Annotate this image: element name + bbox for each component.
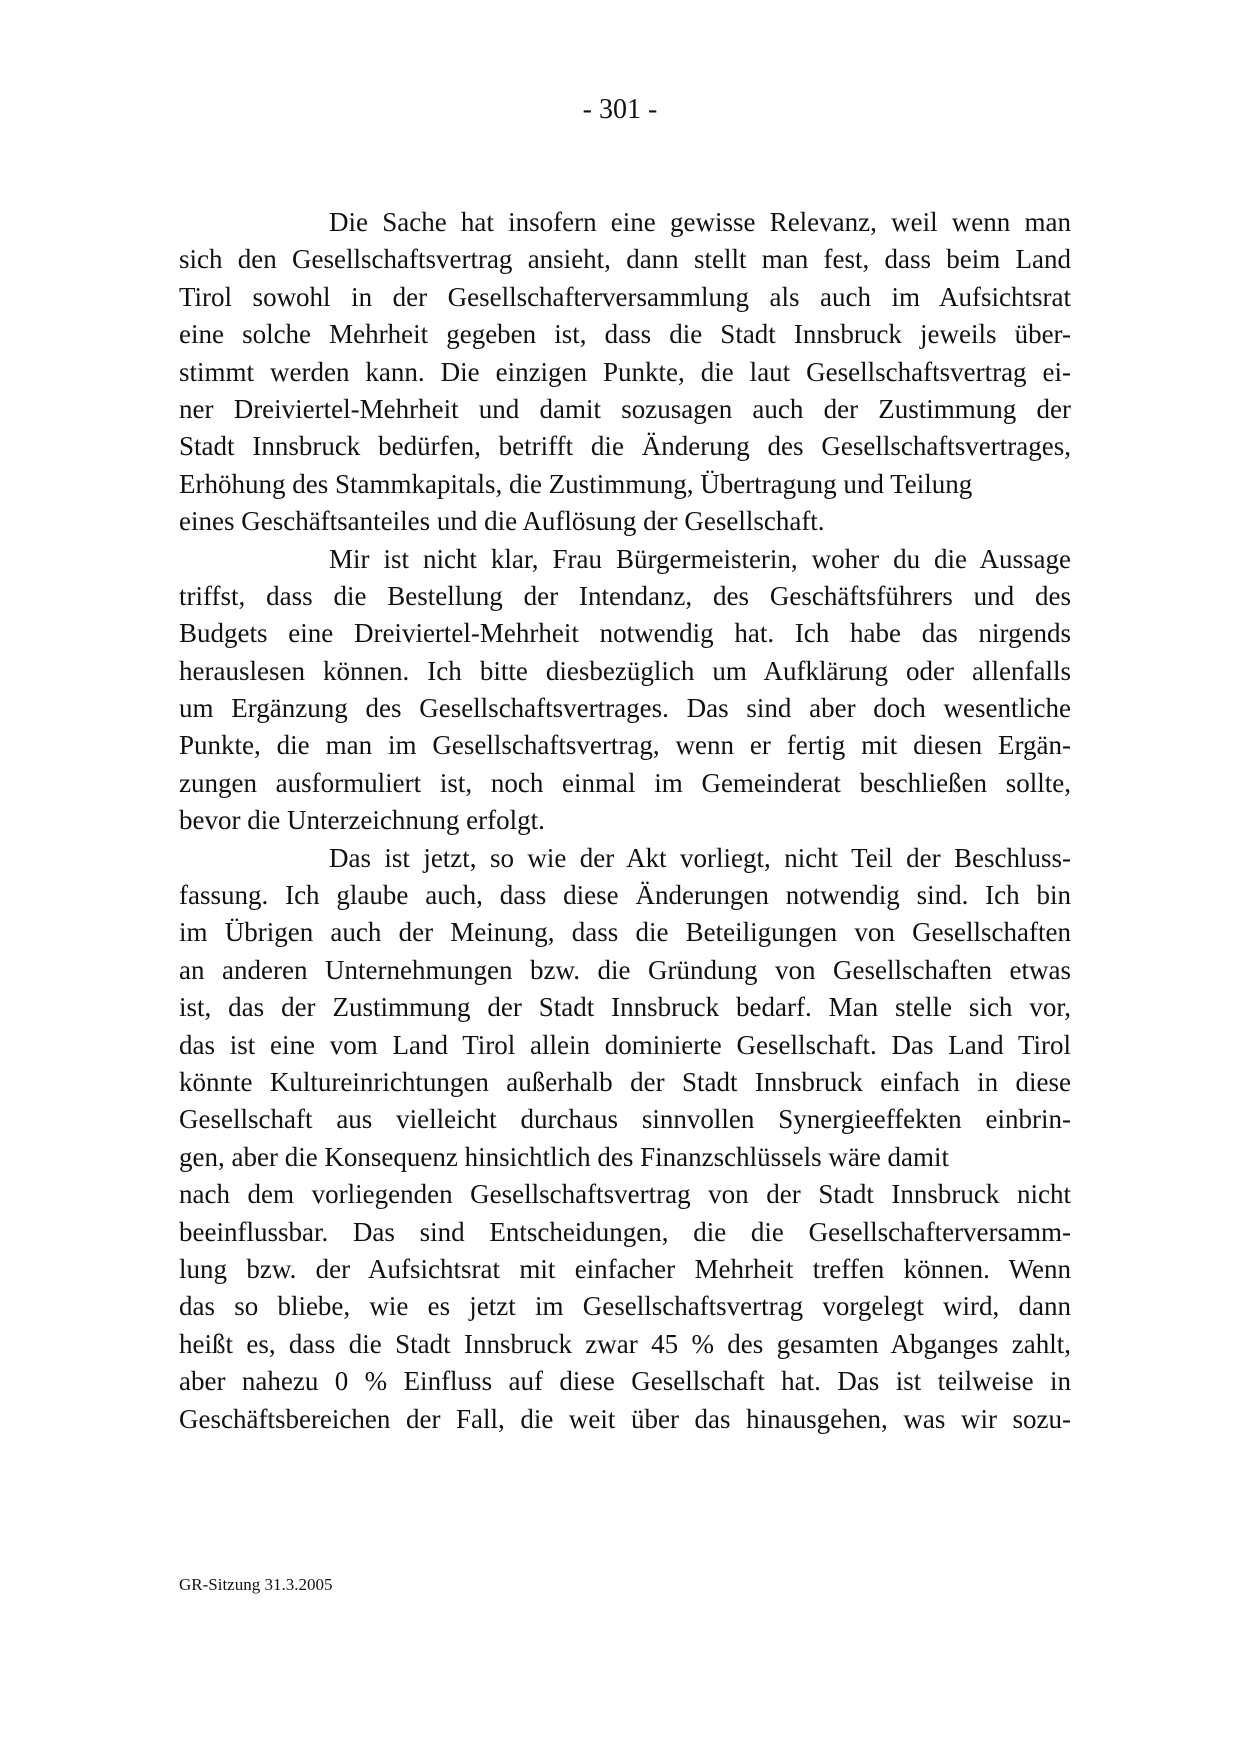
paragraph-line: nach dem vorliegenden Gesellschaftsvertrag von der Stadt Innsbruck nicht — [179, 1179, 1071, 1210]
paragraph-line: Stadt Innsbruck bedürfen, betrifft die Änderung des Gesellschaftsvertrages, — [179, 431, 1071, 462]
paragraph-line: zungen ausformuliert ist, noch einmal im Gemeinderat beschließen sollte, — [179, 767, 1071, 798]
paragraph-line: Gesellschaft aus vielleicht durchaus sinnvollen Synergieeffekten einbrin- — [179, 1104, 1071, 1135]
footer-session-date: GR-Sitzung 31.3.2005 — [179, 1575, 333, 1594]
paragraph-1 — [179, 204, 1071, 541]
paragraph-line: Budgets eine Dreiviertel-Mehrheit notwendig hat. Ich habe das nirgends — [179, 618, 1071, 649]
paragraph-line: Tirol sowohl in der Gesellschafterversammlung als auch im Aufsichtsrat — [179, 281, 1071, 312]
paragraph-line: ner Dreiviertel-Mehrheit und damit sozusagen auch der Zustimmung der — [179, 393, 1071, 424]
paragraph-line: eine solche Mehrheit gegeben ist, dass die Stadt Innsbruck jeweils über- — [179, 319, 1071, 350]
paragraph-line: triffst, dass die Bestellung der Intendanz, des Geschäftsführers und des — [179, 580, 1071, 611]
paragraph-line: Punkte, die man im Gesellschaftsvertrag, wenn er fertig mit diesen Ergän- — [179, 730, 1071, 761]
paragraph-line: Die Sache hat insofern eine gewisse Relevanz, weil wenn man — [329, 207, 1071, 237]
paragraph-2 — [179, 541, 1071, 840]
paragraph-line: Mir ist nicht klar, Frau Bürgermeisterin, woher du die Aussage — [329, 543, 1071, 574]
paragraph-line: beeinflussbar. Das sind Entscheidungen, die die Gesellschafterversamm- — [179, 1216, 1071, 1247]
paragraph-line: stimmt werden kann. Die einzigen Punkte, die laut Gesellschaftsvertrag ei- — [179, 356, 1071, 387]
paragraph-line: Geschäftsbereichen der Fall, die weit über das hinausgehen, was wir sozu- — [179, 1403, 1071, 1434]
paragraph-line: herauslesen können. Ich bitte diesbezüglich um Aufklärung oder allenfalls — [179, 655, 1071, 686]
paragraph-line: das so bliebe, wie es jetzt im Gesellschaftsvertrag vorgelegt wird, dann — [179, 1291, 1071, 1322]
paragraph-line: eines Geschäftsanteiles und die Auflösung der Gesellschaft. — [179, 506, 825, 537]
paragraph-line: Das ist jetzt, so wie der Akt vorliegt, nicht Teil der Beschluss- — [329, 842, 1071, 873]
paragraph-line: im Übrigen auch der Meinung, dass die Beteiligungen von Gesellschaften — [179, 917, 1071, 948]
paragraph-3 — [179, 840, 1071, 1438]
body-text — [179, 204, 1071, 1438]
paragraph-line: an anderen Unternehmungen bzw. die Gründung von Gesellschaften etwas — [179, 954, 1071, 985]
paragraph-line: ist, das der Zustimmung der Stadt Innsbruck bedarf. Man stelle sich vor, — [179, 992, 1071, 1023]
paragraph-line: könnte Kultureinrichtungen außerhalb der Stadt Innsbruck einfach in diese — [179, 1066, 1071, 1097]
paragraph-line: das ist eine vom Land Tirol allein dominierte Gesellschaft. Das Land Tirol — [179, 1029, 1071, 1060]
paragraph-line: fassung. Ich glaube auch, dass diese Änderungen notwendig sind. Ich bin — [179, 880, 1071, 911]
paragraph-line: lung bzw. der Aufsichtsrat mit einfacher Mehrheit treffen können. Wenn — [179, 1253, 1071, 1284]
paragraph-line: sich den Gesellschaftsvertrag ansieht, dann stellt man fest, dass beim Land — [179, 244, 1071, 275]
paragraph-line: heißt es, dass die Stadt Innsbruck zwar 45 % des gesamten Abganges zahlt, — [179, 1328, 1071, 1359]
paragraph-line: gen, aber die Konsequenz hinsichtlich des Finanzschlüssels wäre damit — [179, 1141, 950, 1172]
page-number: - 301 - — [582, 94, 658, 125]
paragraph-line: aber nahezu 0 % Einfluss auf diese Gesellschaft hat. Das ist teilweise in — [179, 1366, 1071, 1397]
paragraph-line: bevor die Unterzeichnung erfolgt. — [179, 805, 545, 836]
paragraph-line: Erhöhung des Stammkapitals, die Zustimmung, Übertragung und Teilung — [179, 468, 973, 499]
paragraph-line: um Ergänzung des Gesellschaftsvertrages. Das sind aber doch wesentliche — [179, 693, 1071, 724]
